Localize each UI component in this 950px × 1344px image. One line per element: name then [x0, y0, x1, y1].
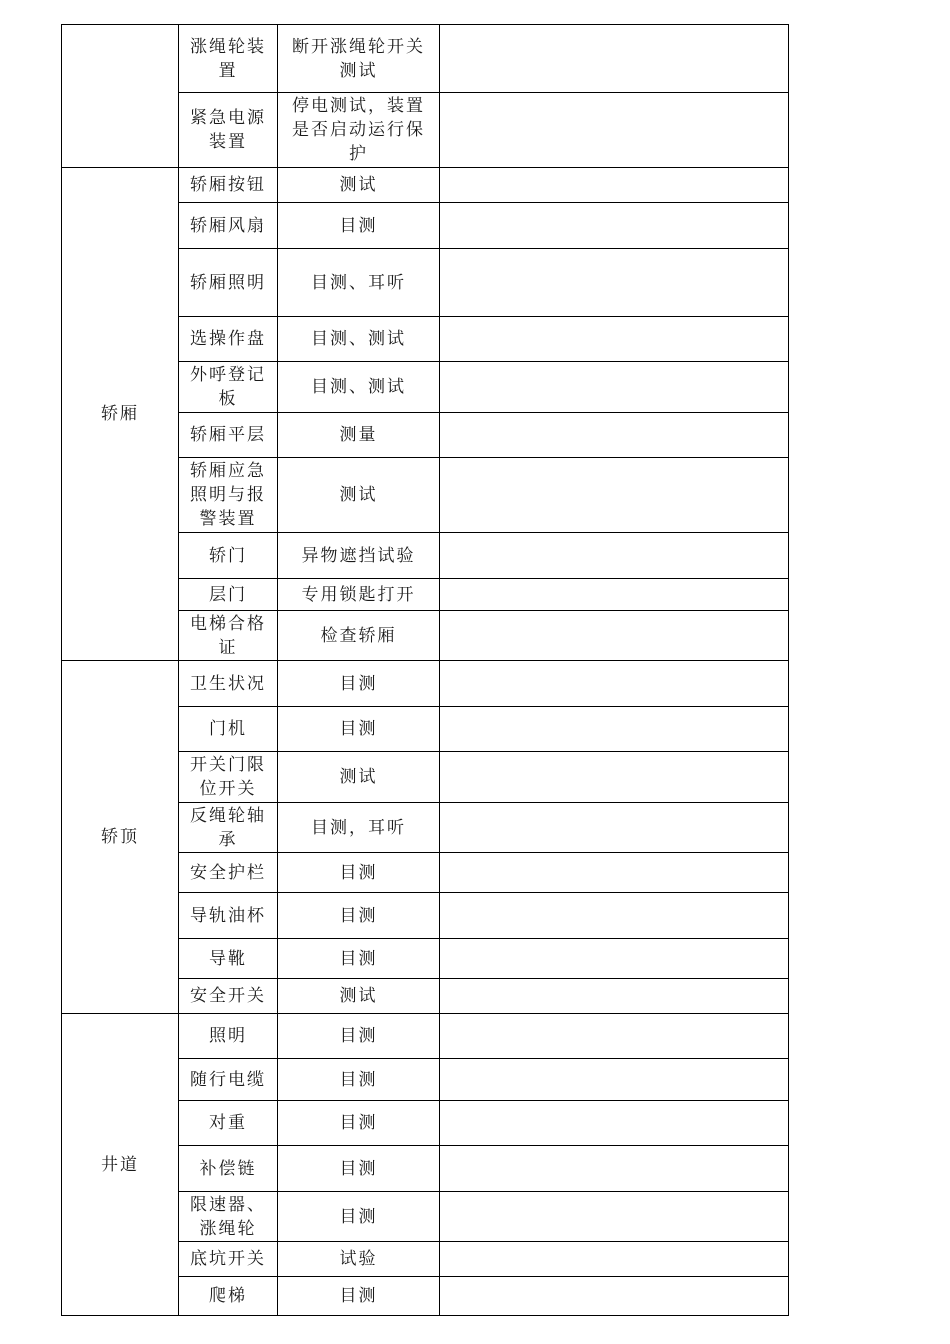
group-name-cell: [62, 25, 179, 168]
method-cell: 测量: [278, 413, 440, 458]
item-cell: 门机: [179, 707, 278, 752]
group-name-cell: 轿顶: [62, 661, 179, 1014]
method-cell: 目测: [278, 893, 440, 939]
table-row: [62, 25, 789, 93]
result-cell[interactable]: [440, 661, 789, 707]
result-cell[interactable]: [440, 168, 789, 203]
item-cell: 紧急电源装置: [179, 93, 278, 168]
method-cell: 目测、测试: [278, 362, 440, 413]
result-cell[interactable]: [440, 362, 789, 413]
item-cell: 涨绳轮装置: [179, 25, 278, 93]
result-cell[interactable]: [440, 317, 789, 362]
method-cell: 目测: [278, 203, 440, 249]
table-row: [62, 168, 789, 203]
group-name-cell: 轿厢: [62, 168, 179, 661]
method-cell: 目测: [278, 853, 440, 893]
method-cell: 目测、耳听: [278, 249, 440, 317]
item-cell: 外呼登记板: [179, 362, 278, 413]
result-cell[interactable]: [440, 458, 789, 533]
inspection-table: [61, 24, 789, 1316]
result-cell[interactable]: [440, 752, 789, 803]
result-cell[interactable]: [440, 1014, 789, 1059]
method-cell: 专用锁匙打开: [278, 579, 440, 611]
result-cell[interactable]: [440, 579, 789, 611]
item-cell: 卫生状况: [179, 661, 278, 707]
result-cell[interactable]: [440, 1242, 789, 1277]
item-cell: 导靴: [179, 939, 278, 979]
result-cell[interactable]: [440, 1277, 789, 1316]
item-cell: 安全护栏: [179, 853, 278, 893]
method-cell: 目测: [278, 661, 440, 707]
item-cell: 爬梯: [179, 1277, 278, 1316]
item-cell: 层门: [179, 579, 278, 611]
method-cell: 目测、测试: [278, 317, 440, 362]
result-cell[interactable]: [440, 803, 789, 853]
method-cell: 目测: [278, 1014, 440, 1059]
item-cell: 导轨油杯: [179, 893, 278, 939]
result-cell[interactable]: [440, 413, 789, 458]
item-cell: 电梯合格证: [179, 611, 278, 661]
result-cell[interactable]: [440, 853, 789, 893]
method-cell: 测试: [278, 168, 440, 203]
table-row: [62, 661, 789, 707]
item-cell: 安全开关: [179, 979, 278, 1014]
method-cell: 目测: [278, 1146, 440, 1192]
group-name-cell: 井道: [62, 1014, 179, 1316]
method-cell: 测试: [278, 458, 440, 533]
item-cell: 轿厢照明: [179, 249, 278, 317]
method-cell: 测试: [278, 979, 440, 1014]
item-cell: 照明: [179, 1014, 278, 1059]
result-cell[interactable]: [440, 249, 789, 317]
method-cell: 检查轿厢: [278, 611, 440, 661]
method-cell: 停电测试，装置是否启动运行保护: [278, 93, 440, 168]
result-cell[interactable]: [440, 939, 789, 979]
method-cell: 异物遮挡试验: [278, 533, 440, 579]
result-cell[interactable]: [440, 93, 789, 168]
result-cell[interactable]: [440, 203, 789, 249]
item-cell: 轿厢应急照明与报警装置: [179, 458, 278, 533]
method-cell: 目测: [278, 1277, 440, 1316]
method-cell: 断开涨绳轮开关测试: [278, 25, 440, 93]
result-cell[interactable]: [440, 1192, 789, 1242]
table-row: [62, 1014, 789, 1059]
item-cell: 轿厢风扇: [179, 203, 278, 249]
item-cell: 开关门限位开关: [179, 752, 278, 803]
inspection-table-body: [62, 25, 789, 1316]
method-cell: 目测: [278, 1101, 440, 1146]
item-cell: 随行电缆: [179, 1059, 278, 1101]
method-cell: 测试: [278, 752, 440, 803]
item-cell: 轿厢平层: [179, 413, 278, 458]
item-cell: 限速器、涨绳轮: [179, 1192, 278, 1242]
item-cell: 对重: [179, 1101, 278, 1146]
item-cell: 底坑开关: [179, 1242, 278, 1277]
result-cell[interactable]: [440, 707, 789, 752]
result-cell[interactable]: [440, 533, 789, 579]
result-cell[interactable]: [440, 1101, 789, 1146]
method-cell: 试验: [278, 1242, 440, 1277]
result-cell[interactable]: [440, 1146, 789, 1192]
result-cell[interactable]: [440, 611, 789, 661]
item-cell: 轿门: [179, 533, 278, 579]
method-cell: 目测: [278, 939, 440, 979]
method-cell: 目测: [278, 1192, 440, 1242]
result-cell[interactable]: [440, 1059, 789, 1101]
item-cell: 选操作盘: [179, 317, 278, 362]
method-cell: 目测: [278, 707, 440, 752]
result-cell[interactable]: [440, 25, 789, 93]
item-cell: 反绳轮轴承: [179, 803, 278, 853]
item-cell: 轿厢按钮: [179, 168, 278, 203]
method-cell: 目测: [278, 1059, 440, 1101]
result-cell[interactable]: [440, 979, 789, 1014]
result-cell[interactable]: [440, 893, 789, 939]
item-cell: 补偿链: [179, 1146, 278, 1192]
method-cell: 目测，耳听: [278, 803, 440, 853]
